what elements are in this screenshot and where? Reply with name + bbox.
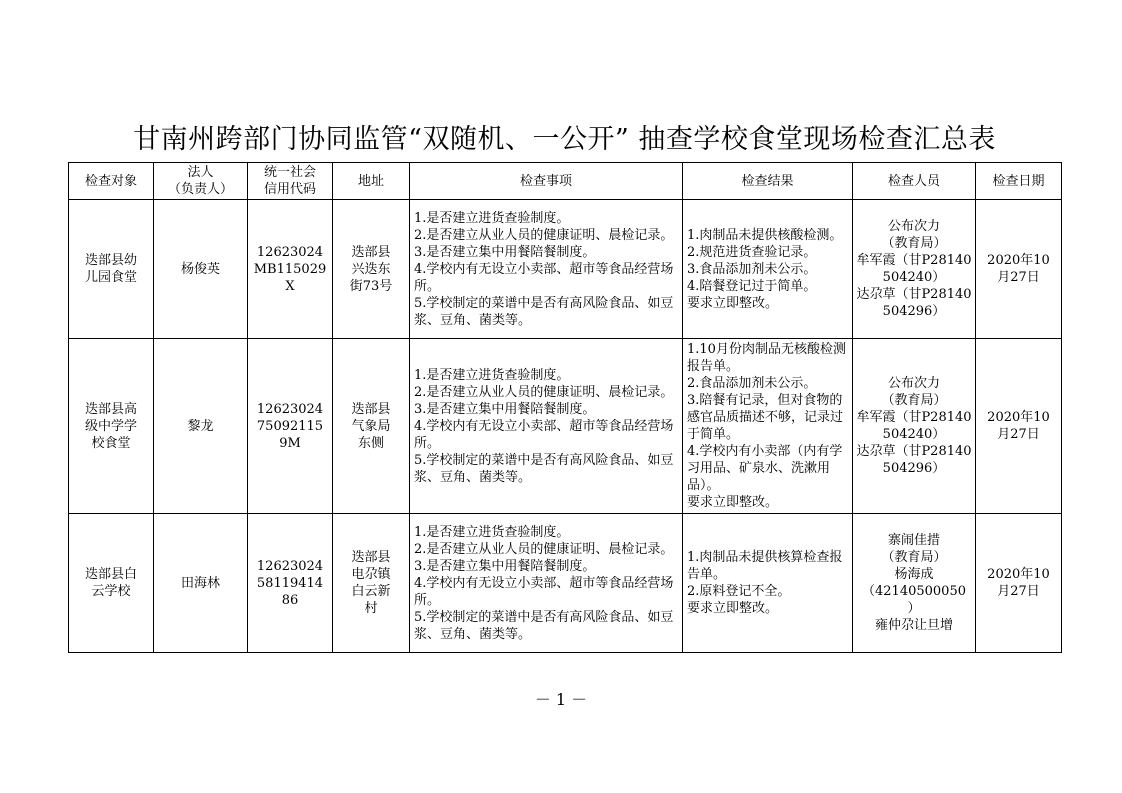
header-legal-person-line1: 法人 — [187, 165, 214, 180]
inspector-line: 杨海成 — [894, 567, 934, 582]
header-date: 检查日期 — [976, 163, 1062, 200]
cell-line: X — [285, 278, 295, 294]
item-line: 1.是否建立进货查验制度。 — [414, 210, 570, 226]
item-line: 3.是否建立集中用餐陪餐制度。 — [414, 244, 596, 260]
item-line: 4.学校内有无设立小卖部、超市等食品经营场所。 — [414, 261, 674, 294]
inspector-line: （教育局） — [881, 393, 947, 408]
item-line: 4.学校内有无设立小卖部、超市等食品经营场所。 — [414, 418, 674, 451]
cell-line: 2020年10 — [987, 253, 1050, 268]
cell-line: 白云新 — [351, 584, 391, 599]
cell-legal-person: 田海林 — [154, 514, 248, 653]
inspector-line: （教育局） — [881, 236, 947, 251]
cell-legal-person: 杨俊英 — [154, 200, 248, 339]
cell-address — [333, 514, 410, 653]
cell-items — [410, 200, 683, 339]
cell-date — [976, 200, 1062, 339]
header-address: 地址 — [333, 163, 410, 200]
result-line: 1.10月份肉制品无核酸检测报告单。 — [687, 342, 846, 374]
cell-line: 12623024 — [256, 244, 324, 260]
result-line: 2.原料登记不全。 — [687, 584, 791, 599]
cell-credit-code — [248, 200, 333, 339]
inspector-line: 达尕草（甘P28140504296） — [856, 444, 972, 476]
item-line: 1.是否建立进货查验制度。 — [414, 367, 570, 383]
cell-line: MB115029 — [253, 261, 327, 277]
page-number: － 1 － — [534, 690, 588, 709]
cell-line: 儿园食堂 — [84, 270, 137, 285]
table-row — [69, 200, 1062, 339]
cell-line: 12623024 — [256, 558, 324, 574]
cell-line: 9M — [279, 435, 301, 451]
cell-line: 月27日 — [997, 427, 1040, 442]
item-line: 2.是否建立从业人员的健康证明、晨检记录。 — [414, 541, 674, 557]
cell-address — [333, 200, 410, 339]
document-title: 甘南州跨部门协同监管“双随机、一公开” 抽查学校食堂现场检查汇总表 — [133, 124, 996, 155]
result-line: 3.陪餐有记录，但对食物的感官品质描述不够，记录过于简单。 — [687, 393, 844, 442]
cell-line: 58119414 — [256, 575, 324, 591]
header-legal-person-line2: （负责人） — [167, 182, 233, 197]
result-line: 要求立即整改。 — [687, 295, 779, 311]
item-line: 3.是否建立集中用餐陪餐制度。 — [414, 558, 596, 574]
item-line: 4.学校内有无设立小卖部、超市等食品经营场所。 — [414, 575, 674, 608]
header-results: 检查结果 — [683, 163, 853, 200]
cell-line: 月27日 — [997, 270, 1040, 285]
cell-items — [410, 339, 683, 514]
inspector-line: 寨闹佳措 — [887, 533, 940, 548]
cell-line: 迭部县幼 — [84, 253, 137, 268]
cell-line: 云学校 — [91, 584, 131, 599]
table-header-row — [69, 163, 1062, 200]
cell-credit-code — [248, 514, 333, 653]
result-line: 4.学校内有小卖部（内有学习用品、矿泉水、洗漱用品）。 — [687, 444, 843, 493]
cell-line: 东侧 — [357, 435, 384, 451]
item-line: 2.是否建立从业人员的健康证明、晨检记录。 — [414, 384, 674, 400]
inspector-line: 牟军霞（甘P28140504240） — [856, 253, 972, 285]
cell-inspectors — [853, 339, 976, 514]
cell-line: 气象局 — [351, 418, 391, 434]
cell-line: 迭部县 — [351, 244, 391, 260]
item-line: 5.学校制定的菜谱中是否有高风险食品、如豆浆、豆角、菌类等。 — [414, 295, 674, 328]
cell-line: 迭部县 — [351, 550, 391, 565]
inspection-summary-table — [68, 162, 1062, 653]
cell-legal-person: 黎龙 — [154, 339, 248, 514]
cell-line: 迭部县高 — [84, 401, 137, 417]
cell-address — [333, 339, 410, 514]
cell-target — [69, 514, 154, 653]
cell-line: 街73号 — [349, 278, 393, 294]
header-credit-code-line1: 统一社会 — [263, 165, 316, 180]
cell-line: 86 — [281, 592, 299, 608]
item-line: 5.学校制定的菜谱中是否有高风险食品、如豆浆、豆角、菌类等。 — [414, 609, 674, 642]
result-line: 4.陪餐登记过于简单。 — [687, 278, 817, 294]
inspector-line: 达尕草（甘P28140504296） — [856, 287, 972, 319]
header-items: 检查事项 — [410, 163, 683, 200]
cell-results — [683, 200, 853, 339]
cell-date — [976, 514, 1062, 653]
header-credit-code-line2: 信用代码 — [263, 182, 316, 197]
cell-line: 迭部县白 — [84, 567, 137, 582]
item-line: 1.是否建立进货查验制度。 — [414, 524, 570, 540]
result-line: 要求立即整改。 — [687, 495, 779, 510]
cell-inspectors — [853, 200, 976, 339]
inspector-line: （教育局） — [881, 550, 947, 565]
cell-results — [683, 339, 853, 514]
table-row — [69, 339, 1062, 514]
cell-target — [69, 339, 154, 514]
inspector-line: 雍仲尕让旦增 — [874, 618, 953, 633]
inspector-line: 牟军霞（甘P28140504240） — [856, 410, 972, 442]
cell-line: 12623024 — [256, 401, 324, 417]
header-target: 检查对象 — [69, 163, 154, 200]
item-line: 5.学校制定的菜谱中是否有高风险食品、如豆浆、豆角、菌类等。 — [414, 452, 674, 485]
result-line: 2.食品添加剂未公示。 — [687, 376, 817, 391]
header-legal-person — [154, 163, 248, 200]
cell-inspectors — [853, 514, 976, 653]
cell-line: 级中学学 — [84, 418, 137, 434]
cell-line: 兴迭东 — [351, 261, 391, 277]
result-line: 3.食品添加剂未公示。 — [687, 261, 817, 277]
cell-line: 电尕镇 — [351, 567, 391, 582]
result-line: 1.肉制品未提供核酸检测。 — [687, 227, 843, 243]
inspector-line: （42140500050 — [862, 584, 966, 599]
cell-date — [976, 339, 1062, 514]
header-credit-code — [248, 163, 333, 200]
inspector-line: 公布次力 — [887, 219, 940, 234]
table-row — [69, 514, 1062, 653]
cell-target — [69, 200, 154, 339]
result-line: 要求立即整改。 — [687, 601, 779, 616]
cell-results — [683, 514, 853, 653]
item-line: 3.是否建立集中用餐陪餐制度。 — [414, 401, 596, 417]
cell-line: 2020年10 — [987, 567, 1050, 582]
cell-line: 月27日 — [997, 584, 1040, 599]
cell-line: 2020年10 — [987, 410, 1050, 425]
item-line: 2.是否建立从业人员的健康证明、晨检记录。 — [414, 227, 674, 243]
inspector-line: ） — [907, 601, 921, 616]
cell-line: 校食堂 — [91, 435, 131, 451]
result-line: 1.肉制品未提供核算检查报告单。 — [687, 550, 843, 582]
cell-line: 村 — [364, 601, 378, 616]
header-inspectors: 检查人员 — [853, 163, 976, 200]
cell-items — [410, 514, 683, 653]
cell-line: 75092115 — [256, 418, 324, 434]
cell-credit-code — [248, 339, 333, 514]
cell-line: 迭部县 — [351, 401, 391, 417]
result-line: 2.规范进货查验记录。 — [687, 244, 817, 260]
inspector-line: 公布次力 — [887, 376, 940, 391]
